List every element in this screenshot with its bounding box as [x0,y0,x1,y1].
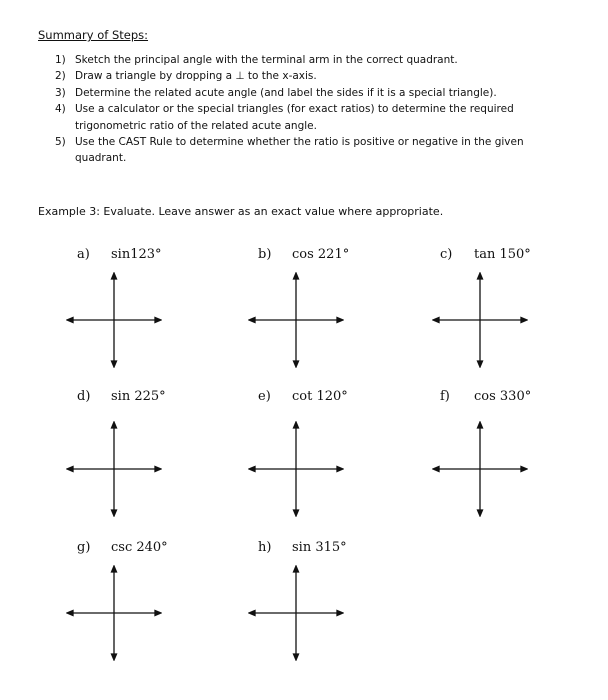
step-item [55,134,555,167]
problem-d [77,389,166,404]
problem-g [77,540,168,555]
step-item [55,101,555,134]
problem-expression: cos 221° [292,247,350,262]
steps-list [55,52,555,167]
step-number: 4) [55,103,66,116]
step-text: Use the CAST Rule to determine whether the ratio is positive or negative in the given quadrant. [75,136,524,165]
problem-letter: b) [258,247,272,262]
coordinate-axes-b [248,272,344,368]
problem-expression: sin 315° [292,540,347,555]
problem-letter: d) [77,389,91,404]
axes-graphic [432,272,528,368]
problem-letter: c) [440,247,453,262]
problem-letter: h) [258,540,272,555]
summary-title: Summary of Steps: [38,28,149,42]
coordinate-axes-f [432,421,528,517]
step-item [55,85,555,101]
problem-c [440,247,531,262]
step-item [55,68,555,84]
problem-expression: csc 240° [111,540,168,555]
coordinate-axes-a [66,272,162,368]
axes-graphic [248,421,344,517]
axes-graphic [248,565,344,661]
problem-expression: sin 225° [111,389,166,404]
axes-graphic [66,421,162,517]
step-number: 3) [55,86,66,99]
step-number: 1) [55,54,66,66]
axes-graphic [66,565,162,661]
step-number: 5) [55,136,66,149]
problem-a [77,247,162,262]
example-heading: Example 3: Evaluate. Leave answer as an exact value where appropriate. [38,205,444,218]
coordinate-axes-c [432,272,528,368]
problem-letter: a) [77,247,90,262]
step-number: 2) [55,70,66,83]
coordinate-axes-d [66,421,162,517]
problem-expression: sin123° [111,247,162,262]
problem-e [258,389,348,404]
problem-expression: tan 150° [474,247,531,262]
step-text: Sketch the principal angle with the terminal arm in the correct quadrant. [75,54,458,66]
step-text: Draw a triangle by dropping a ⊥ to the x-axis. [75,70,317,83]
problem-letter: f) [440,389,450,404]
problem-letter: g) [77,540,91,555]
step-item [55,52,555,68]
axes-graphic [66,272,162,368]
axes-graphic [248,272,344,368]
step-text: Use a calculator or the special triangles (for exact ratios) to determine the required trigonometric ratio of the related acute angle. [75,103,514,132]
axes-graphic [432,421,528,517]
step-text: Determine the related acute angle (and label the sides if it is a special triangle). [75,86,497,99]
problem-b [258,247,349,262]
problem-letter: e) [258,389,271,404]
problem-expression: cot 120° [292,389,348,404]
coordinate-axes-g [66,565,162,661]
problem-f [440,389,531,404]
problem-h [258,540,347,555]
coordinate-axes-e [248,421,344,517]
problem-expression: cos 330° [474,389,532,404]
coordinate-axes-h [248,565,344,661]
